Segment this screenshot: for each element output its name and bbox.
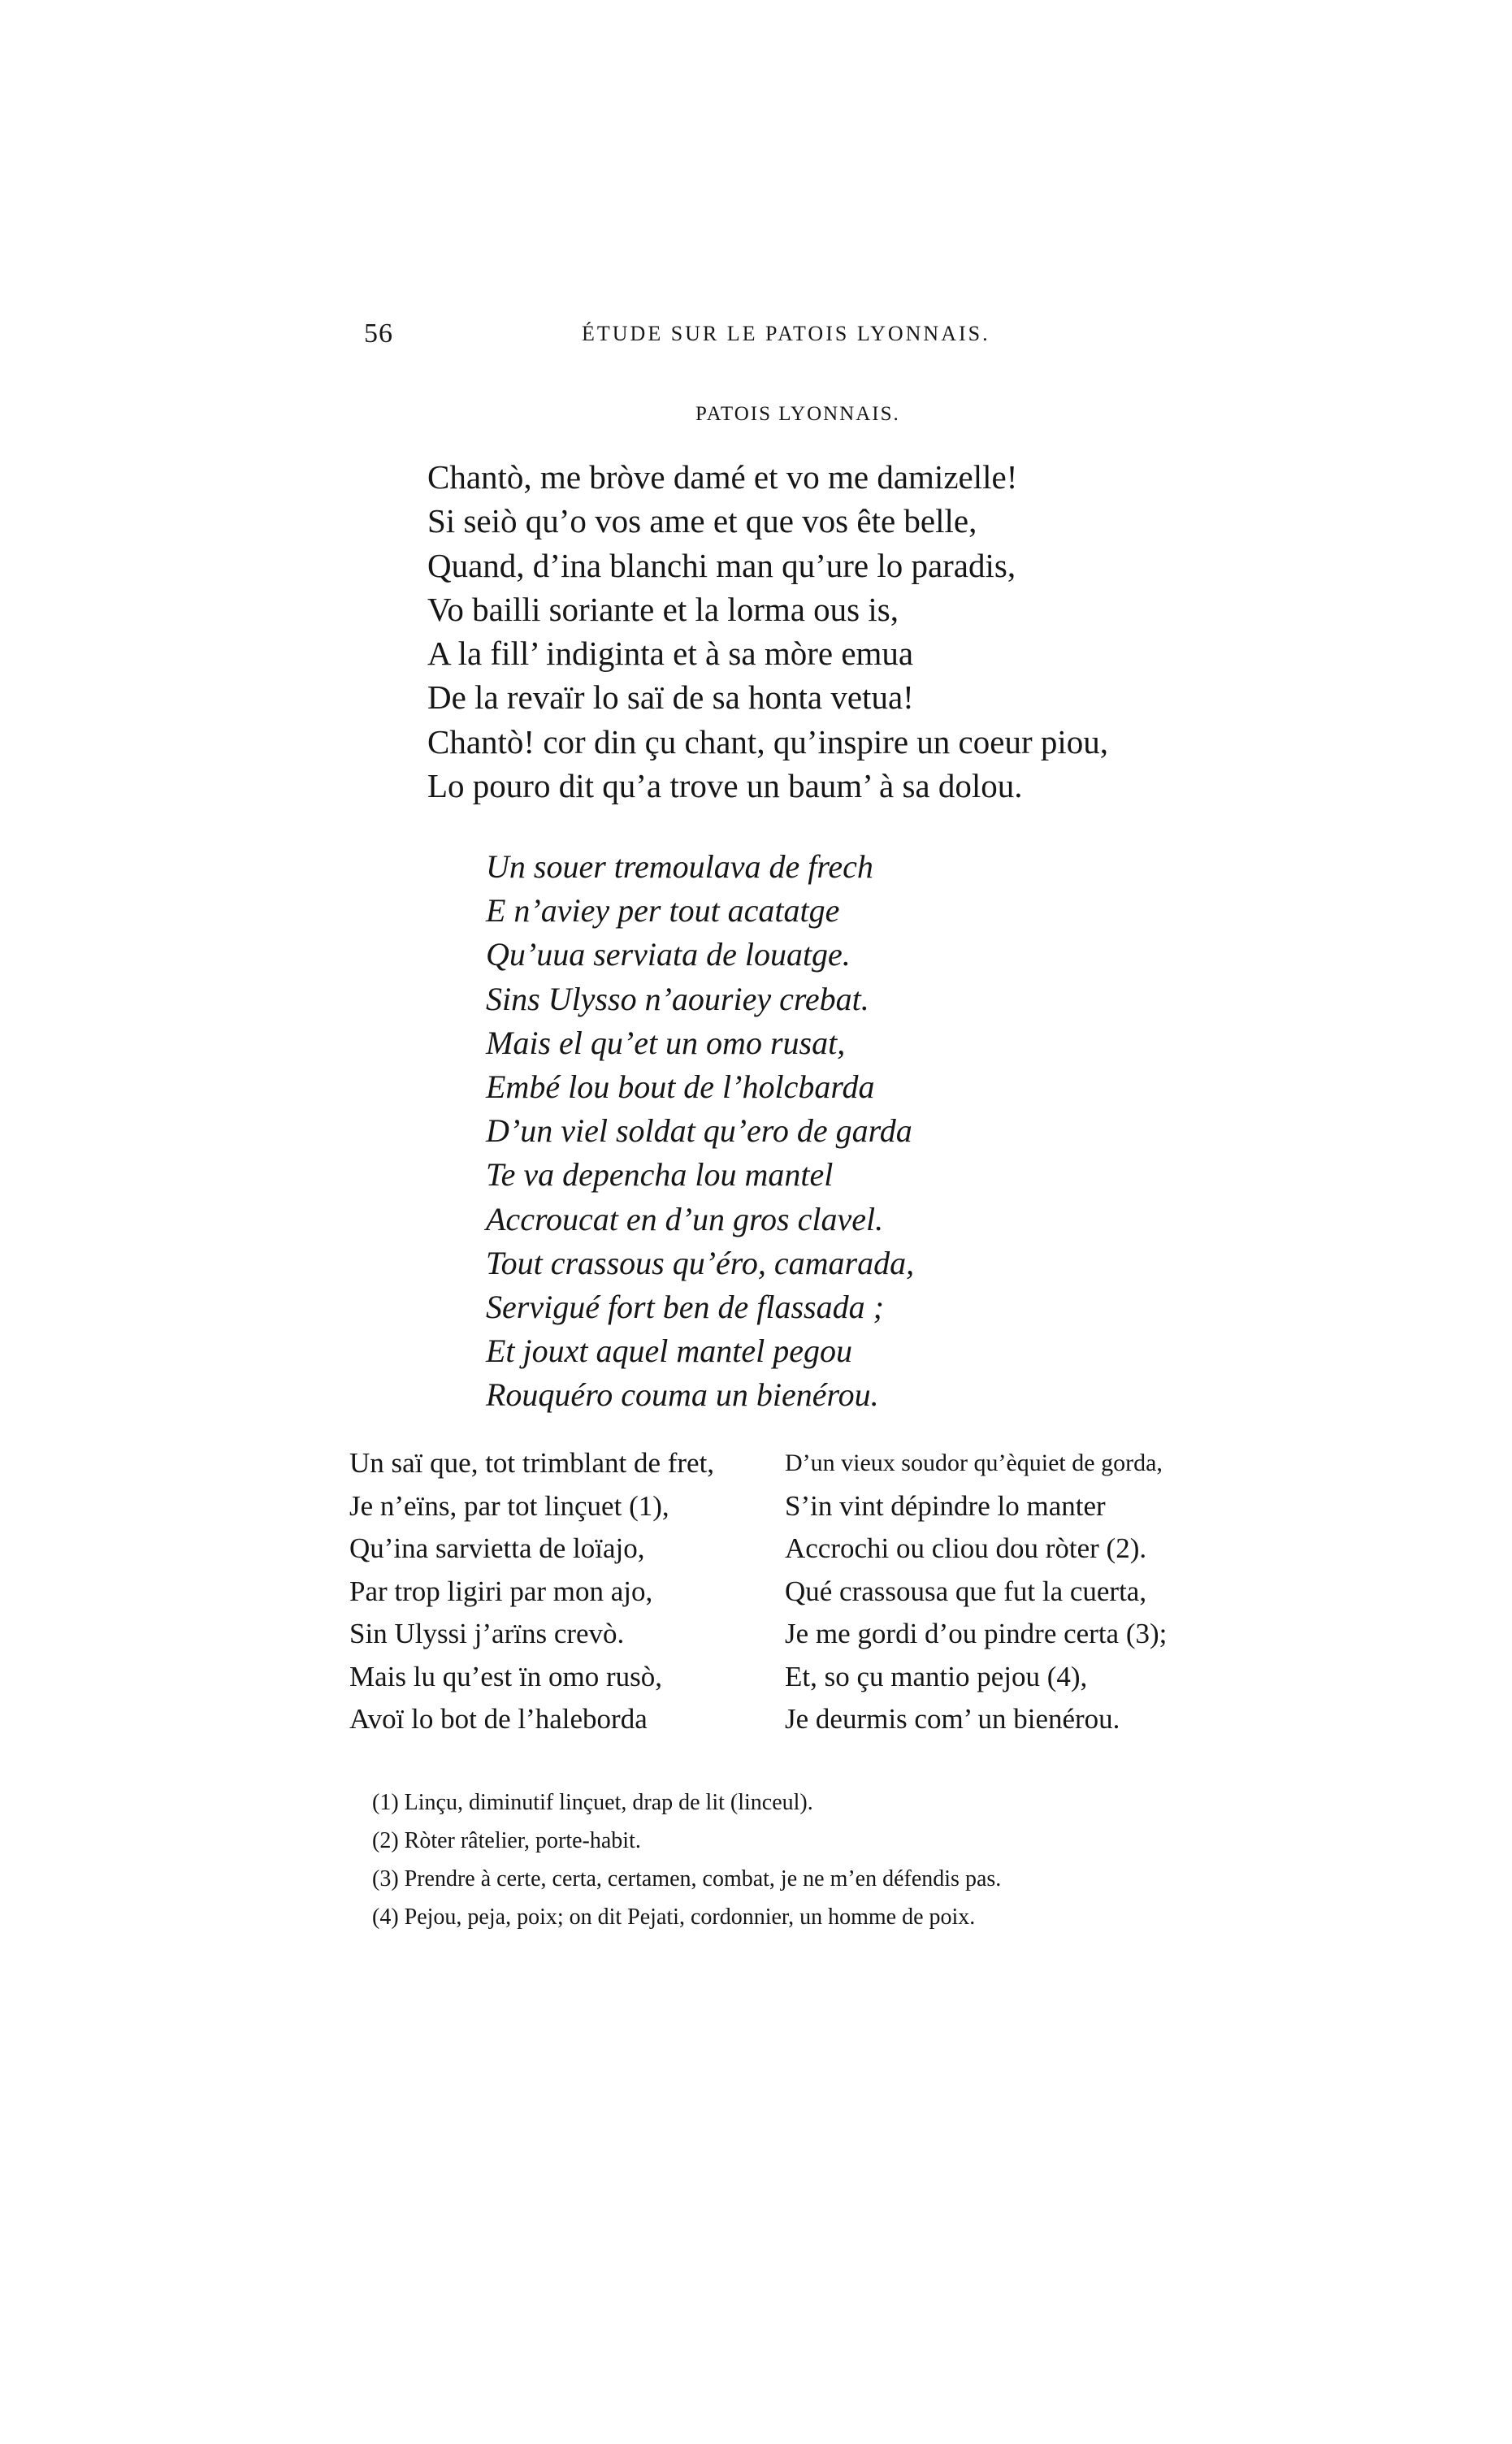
left-column-line: Un saï que, tot trimblant de fret, — [349, 1447, 715, 1479]
right-column-line: Qué crassousa que fut la cuerta, — [785, 1575, 1147, 1607]
footnote: (4) Pejou, peja, poix; on dit Pejati, cordonnier, un homme de poix. — [372, 1904, 976, 1930]
italic-verse-line: Mais el qu’et un omo rusat, — [486, 1024, 846, 1061]
right-column-line: Je deurmis com’ un bienérou. — [785, 1703, 1120, 1735]
right-column-line: Et, so çu mantio pejou (4), — [785, 1660, 1088, 1692]
right-column-line: D’un vieux soudor qu’èquiet de gorda, — [785, 1450, 1163, 1476]
italic-verse-line: Un souer tremoulava de frech — [486, 848, 873, 885]
italic-verse-line: Rouquéro couma un bienérou. — [486, 1376, 879, 1414]
italic-verse-line: Et jouxt aquel mantel pegou — [486, 1332, 853, 1370]
footnote: (1) Linçu, diminutif linçuet, drap de lit (linceul). — [372, 1790, 813, 1815]
left-column-line: Qu’ina sarvietta de loïajo, — [349, 1532, 645, 1564]
italic-verse-line: Servigué fort ben de flassada ; — [486, 1289, 884, 1326]
right-column-line: Accrochi ou cliou dou ròter (2). — [785, 1532, 1147, 1564]
italic-verse-line: Qu’uua serviata de louatge. — [486, 936, 851, 973]
left-column-line: Par trop ligiri par mon ajo, — [349, 1575, 653, 1607]
verse-line: A la fill’ indiginta et à sa mòre emua — [427, 635, 914, 673]
italic-verse-line: Te va depencha lou mantel — [486, 1156, 834, 1194]
poem-left-column — [349, 1442, 714, 1741]
italic-verse-line: D’un viel soldat qu’ero de garda — [486, 1112, 912, 1150]
verse-line: De la revaïr lo saï de sa honta vetua! — [427, 678, 914, 717]
footnotes — [372, 1783, 1001, 1936]
italic-verse-line: Accroucat en d’un gros clavel. — [486, 1200, 884, 1237]
poem-patois — [427, 455, 1108, 808]
italic-verse-line: Tout crassous qu’éro, camarada, — [486, 1244, 915, 1281]
verse-line: Vo bailli soriante et la lorma ous is, — [427, 590, 899, 628]
right-column-line: Je me gordi d’ou pindre certa (3); — [785, 1618, 1168, 1649]
italic-verse-line: Embé lou bout de l’holcbarda — [486, 1068, 875, 1106]
verse-line: Si seiò qu’o vos ame et que vos ête belle, — [427, 502, 977, 540]
italic-verse-line: E n’aviey per tout acatatge — [486, 892, 840, 930]
footnote: (2) Ròter râtelier, porte-habit. — [372, 1828, 641, 1853]
italic-verse-line: Sins Ulysso n’aouriey crebat. — [486, 980, 869, 1017]
verse-line: Quand, d’ina blanchi man qu’ure lo paradis, — [427, 546, 1016, 584]
verse-line: Chantò, me bròve damé et vo me damizelle! — [427, 458, 1018, 496]
left-column-line: Avoï lo bot de l’haleborda — [349, 1703, 648, 1735]
poem-italic — [486, 845, 914, 1418]
left-column-line: Sin Ulyssi j’arïns crevò. — [349, 1618, 625, 1649]
footnote: (3) Prendre à certe, certa, certamen, combat, je ne m’en défendis pas. — [372, 1866, 1002, 1892]
verse-line: Lo pouro dit qu’a trove un baum’ à sa dolou. — [427, 767, 1023, 805]
poem-right-column — [785, 1442, 1167, 1741]
left-column-line: Je n’eïns, par tot linçuet (1), — [349, 1489, 669, 1522]
verse-line: Chantò! cor din çu chant, qu’inspire un coeur piou, — [427, 722, 1108, 760]
left-column-line: Mais lu qu’est ïn omo rusò, — [349, 1660, 662, 1692]
page-number: 56 — [364, 318, 393, 349]
section-title: PATOIS LYONNAIS. — [695, 403, 900, 425]
right-column-line: S’in vint dépindre lo manter — [785, 1489, 1106, 1522]
running-title: ÉTUDE SUR LE PATOIS LYONNAIS. — [582, 322, 990, 345]
